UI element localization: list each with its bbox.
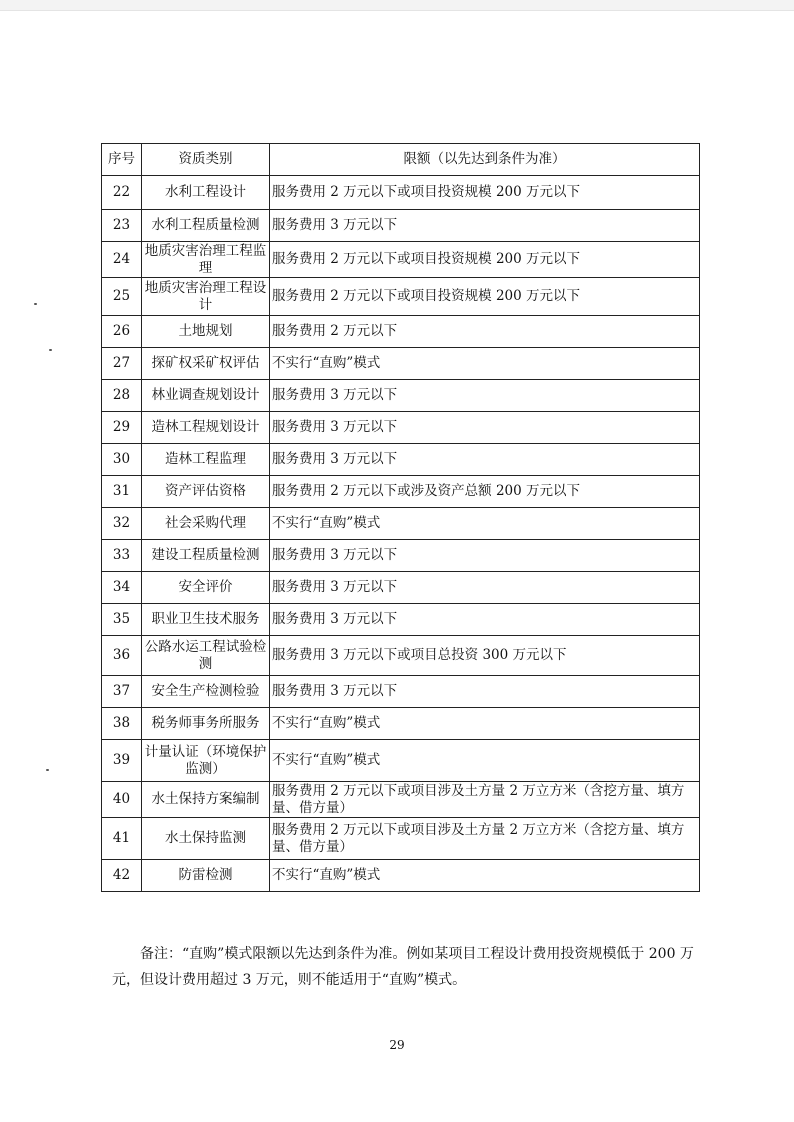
row-category: 防雷检测 xyxy=(142,860,270,892)
row-no: 38 xyxy=(102,708,142,740)
row-limit: 不实行“直购”模式 xyxy=(270,740,700,782)
row-limit: 服务费用 3 万元以下或项目总投资 300 万元以下 xyxy=(270,636,700,676)
table-body xyxy=(102,176,700,892)
row-no: 25 xyxy=(102,278,142,316)
row-limit: 服务费用 2 万元以下或项目投资规模 200 万元以下 xyxy=(270,176,700,210)
row-no: 24 xyxy=(102,242,142,278)
row-category: 社会采购代理 xyxy=(142,508,270,540)
table-row xyxy=(102,782,700,818)
row-no: 34 xyxy=(102,572,142,604)
row-no: 27 xyxy=(102,348,142,380)
row-limit: 服务费用 3 万元以下 xyxy=(270,604,700,636)
table-row xyxy=(102,818,700,860)
row-category: 造林工程监理 xyxy=(142,444,270,476)
row-category: 水土保持方案编制 xyxy=(142,782,270,818)
table-row xyxy=(102,242,700,278)
row-category: 公路水运工程试验检测 xyxy=(142,636,270,676)
row-no: 40 xyxy=(102,782,142,818)
row-category: 地质灾害治理工程设计 xyxy=(142,278,270,316)
row-limit: 服务费用 3 万元以下 xyxy=(270,444,700,476)
table-row xyxy=(102,676,700,708)
table-row xyxy=(102,210,700,242)
row-category: 建设工程质量检测 xyxy=(142,540,270,572)
table-row xyxy=(102,348,700,380)
row-limit: 服务费用 2 万元以下 xyxy=(270,316,700,348)
row-limit: 服务费用 2 万元以下或项目涉及土方量 2 万立方米（含挖方量、填方量、借方量） xyxy=(270,782,700,818)
row-limit: 不实行“直购”模式 xyxy=(270,708,700,740)
remark xyxy=(112,941,702,993)
scan-edge xyxy=(0,0,794,11)
row-no: 36 xyxy=(102,636,142,676)
qualification-table xyxy=(101,143,700,892)
scan-speck xyxy=(34,303,37,305)
row-no: 32 xyxy=(102,508,142,540)
row-no: 37 xyxy=(102,676,142,708)
row-category: 安全评价 xyxy=(142,572,270,604)
row-category: 安全生产检测检验 xyxy=(142,676,270,708)
row-no: 39 xyxy=(102,740,142,782)
row-no: 42 xyxy=(102,860,142,892)
table-row xyxy=(102,860,700,892)
row-limit: 不实行“直购”模式 xyxy=(270,860,700,892)
table-row xyxy=(102,708,700,740)
header-limit: 限额（以先达到条件为准） xyxy=(270,144,700,176)
row-limit: 服务费用 3 万元以下 xyxy=(270,540,700,572)
table-row xyxy=(102,572,700,604)
row-limit: 服务费用 3 万元以下 xyxy=(270,572,700,604)
row-category: 地质灾害治理工程监理 xyxy=(142,242,270,278)
table-header-row xyxy=(102,144,700,176)
row-no: 29 xyxy=(102,412,142,444)
row-category: 水利工程设计 xyxy=(142,176,270,210)
table-row xyxy=(102,636,700,676)
row-category: 土地规划 xyxy=(142,316,270,348)
row-limit: 服务费用 2 万元以下或涉及资产总额 200 万元以下 xyxy=(270,476,700,508)
row-category: 职业卫生技术服务 xyxy=(142,604,270,636)
row-limit: 服务费用 2 万元以下或项目涉及土方量 2 万立方米（含挖方量、填方量、借方量） xyxy=(270,818,700,860)
row-category: 水利工程质量检测 xyxy=(142,210,270,242)
row-category: 林业调查规划设计 xyxy=(142,380,270,412)
row-category: 计量认证（环境保护监测） xyxy=(142,740,270,782)
remark-text: 备注：“直购”模式限额以先达到条件为准。例如某项目工程设计费用投资规模低于 200 万元，但设计费用超过 3 万元，则不能适用于“直购”模式。 xyxy=(112,946,694,988)
row-no: 31 xyxy=(102,476,142,508)
row-category: 水土保持监测 xyxy=(142,818,270,860)
table-row xyxy=(102,316,700,348)
row-limit: 服务费用 3 万元以下 xyxy=(270,676,700,708)
table-row xyxy=(102,740,700,782)
table-row xyxy=(102,476,700,508)
header-category: 资质类别 xyxy=(142,144,270,176)
row-no: 30 xyxy=(102,444,142,476)
row-limit: 不实行“直购”模式 xyxy=(270,348,700,380)
table-row xyxy=(102,508,700,540)
header-no: 序号 xyxy=(102,144,142,176)
row-limit: 服务费用 2 万元以下或项目投资规模 200 万元以下 xyxy=(270,278,700,316)
page-number: 29 xyxy=(389,1038,405,1052)
row-no: 35 xyxy=(102,604,142,636)
table-row xyxy=(102,278,700,316)
row-category: 资产评估资格 xyxy=(142,476,270,508)
row-category: 税务师事务所服务 xyxy=(142,708,270,740)
table-row xyxy=(102,444,700,476)
table-row xyxy=(102,380,700,412)
row-no: 41 xyxy=(102,818,142,860)
row-no: 22 xyxy=(102,176,142,210)
row-category: 探矿权采矿权评估 xyxy=(142,348,270,380)
row-no: 33 xyxy=(102,540,142,572)
table-row xyxy=(102,412,700,444)
row-no: 28 xyxy=(102,380,142,412)
row-no: 23 xyxy=(102,210,142,242)
row-limit: 服务费用 2 万元以下或项目投资规模 200 万元以下 xyxy=(270,242,700,278)
row-limit: 不实行“直购”模式 xyxy=(270,508,700,540)
row-limit: 服务费用 3 万元以下 xyxy=(270,412,700,444)
scan-speck xyxy=(46,769,49,771)
row-category: 造林工程规划设计 xyxy=(142,412,270,444)
row-limit: 服务费用 3 万元以下 xyxy=(270,210,700,242)
table-row xyxy=(102,176,700,210)
scan-speck xyxy=(49,349,52,351)
row-limit: 服务费用 3 万元以下 xyxy=(270,380,700,412)
row-no: 26 xyxy=(102,316,142,348)
table-row xyxy=(102,540,700,572)
table-row xyxy=(102,604,700,636)
